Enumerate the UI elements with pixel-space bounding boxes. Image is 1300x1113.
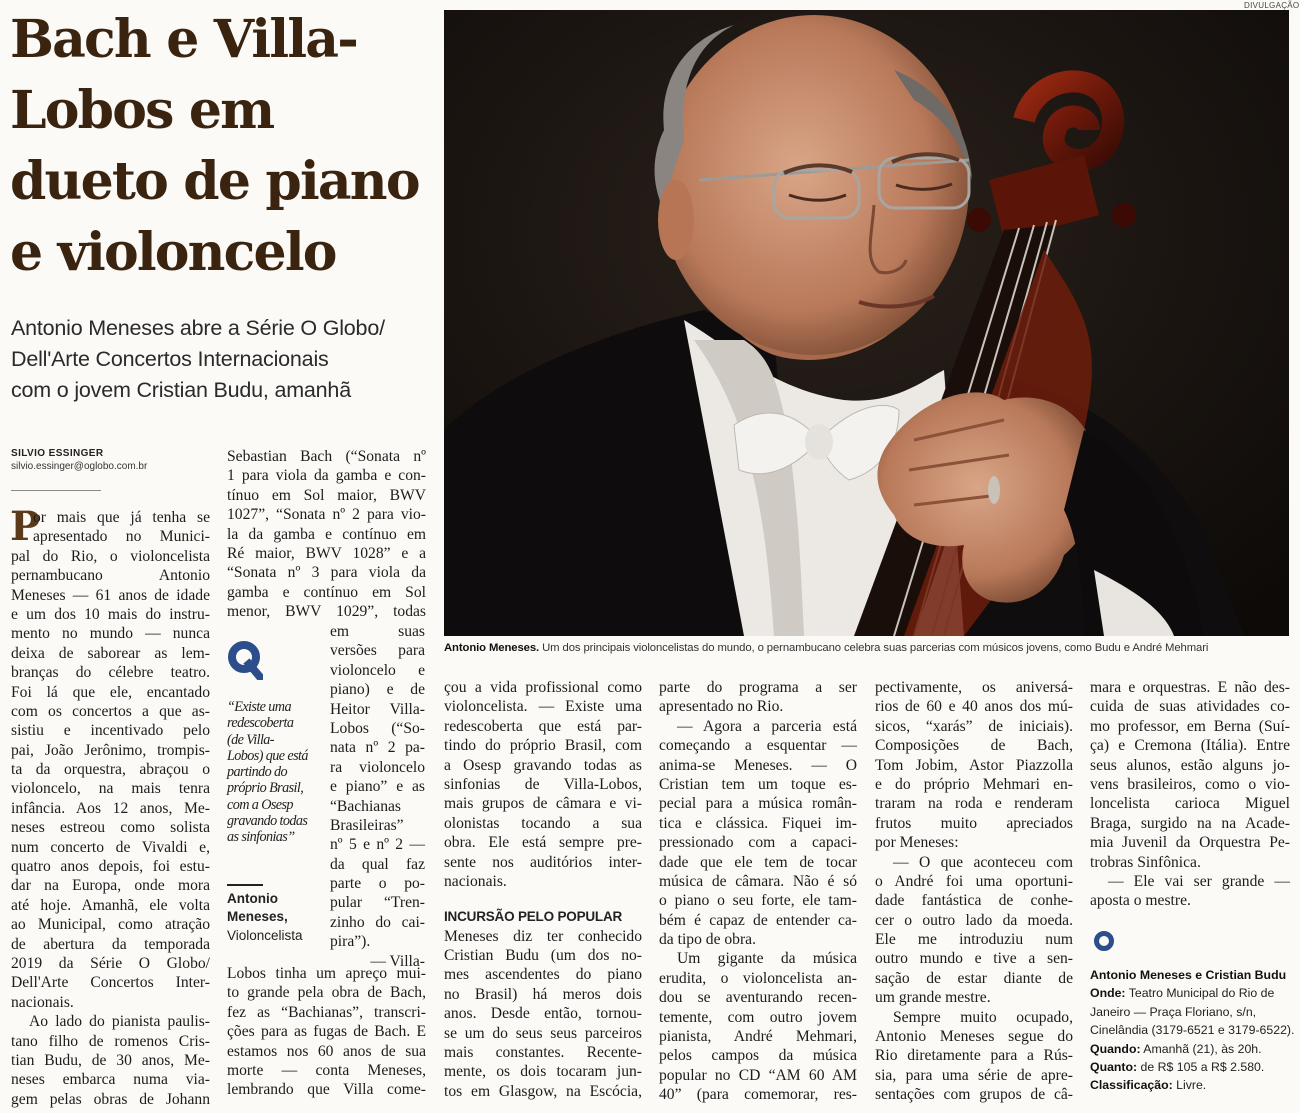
- text-line: a Osesp gravando todas as: [444, 756, 642, 774]
- text-line: Foi lá que ele, encantado: [11, 683, 210, 701]
- text-line: em suas: [330, 623, 425, 640]
- pull-quote-author-line: Meneses,: [227, 909, 288, 924]
- text-line: menor, BWV 1029”, todas: [227, 603, 426, 621]
- text-line: o piano o seu forte, ele tam-: [659, 892, 857, 910]
- text-line: ao Municipal, como atração: [11, 916, 210, 934]
- text-line: parte o po-: [330, 875, 425, 893]
- text-line: olonistas tocando a sua: [444, 814, 642, 832]
- text-line: sicos, “xarás” de iniciais).: [875, 717, 1073, 735]
- text-line: mara e orquestras. E não des-: [1090, 679, 1290, 696]
- pull-quote-line: gravando todas: [227, 813, 308, 830]
- text-line: o André foi uma oportuni-: [875, 872, 1073, 890]
- text-line: gem pelas obras de Johann: [11, 1090, 210, 1108]
- text-line: dar na Europa, onde mora: [11, 877, 210, 895]
- text-line: Lobos tinha um apreço mui-: [227, 965, 426, 982]
- text-line: outro mundo e tive a sen-: [875, 950, 1073, 968]
- photo-caption-text: Um dos principais violoncelistas do mundo, o pernambucano celebra suas parcerias com músicos jovens, como Budu e André Mehmari: [539, 642, 1209, 654]
- text-line: e piano” e as: [330, 778, 425, 796]
- text-line: pelos campos da música: [659, 1047, 857, 1065]
- text-line: gamba e contínuo em Sol: [227, 583, 426, 601]
- headline: [10, 4, 430, 288]
- text-line: Sempre muito ocupado,: [893, 1008, 1073, 1026]
- text-line: lembrando que Villa come-: [227, 1081, 426, 1099]
- text-line: de abertura da temporada: [11, 935, 210, 953]
- text-line: Heitor Villa-: [330, 700, 425, 718]
- text-line: anos. Desde então, tornou-: [444, 1005, 642, 1023]
- text-line: to grande pela obra de Bach,: [227, 984, 426, 1002]
- section-subhead: INCURSÃO PELO POPULAR: [444, 909, 623, 925]
- text-line: tínuo em Sol maior, BWV: [227, 486, 426, 504]
- text-line: estamos nos 60 anos de sua: [227, 1042, 426, 1060]
- pull-quote-line: com a Osesp: [227, 796, 293, 813]
- text-line: bém é capaz de entender ca-: [659, 911, 857, 929]
- text-line: Tom Jobim, Astor Piazzolla: [875, 756, 1073, 774]
- text-line: dade fantástica de conhe-: [875, 892, 1073, 910]
- text-line: Lobos (“So-: [330, 719, 425, 737]
- text-line: Sebastian Bach (“Sonata nº: [227, 448, 426, 465]
- text-line: anima-se Meneses. — O: [659, 756, 857, 774]
- text-line: Um gigante da música: [677, 950, 857, 968]
- text-line: nacionais.: [11, 993, 74, 1011]
- text-line: mais grupos de câmara e vi-: [444, 795, 642, 813]
- text-line: seus alunos, estão alguns jo-: [1090, 756, 1290, 774]
- text-line: tian Budu, de 30 anos, Me-: [11, 1051, 210, 1069]
- text-line: tos em Glasgow, na Escócia,: [444, 1082, 642, 1100]
- text-line: música de câmara. Não é só: [659, 872, 857, 890]
- text-line: pal do Rio, o violoncelista: [11, 547, 210, 565]
- text-line: nº 5 e nº 2 —: [330, 836, 425, 854]
- headline-line: dueto de piano: [10, 151, 419, 212]
- text-line: tindo do próprio Brasil, com: [444, 737, 642, 755]
- text-line: pianista, André Mehmari,: [659, 1028, 857, 1046]
- text-line: mo professor, em Berna (Suí-: [1090, 717, 1290, 735]
- text-line: dou se aventurando recen-: [659, 989, 857, 1007]
- text-line: cer o outro lado da moeda.: [875, 911, 1073, 929]
- text-line: Composições de Bach,: [875, 737, 1073, 755]
- text-line: versões para: [330, 642, 425, 660]
- text-line: apresentado no Munici-: [33, 528, 210, 546]
- text-line: Ao lado do pianista paulis-: [29, 1013, 210, 1031]
- text-line: Brasileiras”: [330, 816, 404, 834]
- article-column-5: [875, 678, 1073, 1105]
- text-line: — Agora a parceria está: [677, 717, 857, 735]
- byline-divider: [11, 490, 101, 491]
- text-line: até hoje. Amanhã, ele volta: [11, 896, 210, 914]
- article-column-6: [1090, 678, 1290, 911]
- text-line: começando a esquentar —: [659, 737, 857, 755]
- cellist-photo: [444, 10, 1289, 636]
- text-line: nacionais.: [444, 872, 507, 890]
- text-line: temente, com outro jovem: [659, 1008, 857, 1026]
- text-line: ta da orquestra, abraçou o: [11, 761, 210, 779]
- text-line: Meneses diz ter conhecido: [444, 927, 642, 945]
- text-line: mento no mundo — nunca: [11, 625, 210, 643]
- text-line: infância. Aos 12 anos, Me-: [11, 799, 210, 817]
- event-price: Quanto: de R$ 105 a R$ 2.580.: [1090, 1060, 1265, 1075]
- text-line: no Brasil) há meros dois: [444, 985, 642, 1003]
- subtitle-line: Dell'Arte Concertos Internacionais: [11, 347, 329, 371]
- pull-quote-line: Lobos) que está: [227, 747, 308, 764]
- article-column-2-bottom: [227, 964, 426, 1100]
- text-line: 1 para viola da gamba e con-: [227, 467, 426, 485]
- text-line: num concerto de Vivaldi e,: [11, 838, 210, 856]
- text-line: se um do seus seus parceiros: [444, 1024, 642, 1042]
- text-line: Dell'Arte Concertos Inter-: [11, 974, 210, 992]
- text-line: Ele me introduziu num: [875, 931, 1073, 949]
- text-line: sinfonias de Villa-Lobos,: [444, 775, 642, 793]
- text-line: pernambucano Antonio: [11, 567, 210, 585]
- text-line: “Sonata nº 3 para viola da: [227, 564, 426, 582]
- text-line: — O que aconteceu com: [893, 853, 1073, 871]
- pull-quote: [227, 699, 322, 846]
- text-line: sistiu e incentivado pelo: [11, 722, 210, 740]
- text-line: parte do programa a ser: [659, 679, 857, 696]
- text-line: pular “Tren-: [330, 894, 425, 912]
- text-line: sentações com grupos de câ-: [875, 1086, 1073, 1104]
- article-column-2-top: [227, 447, 426, 622]
- event-date: Quando: Amanhã (21), às 20h.: [1090, 1041, 1262, 1056]
- subtitle: [11, 313, 431, 406]
- event-info-box: [1090, 966, 1295, 1095]
- pull-quote-line: redescoberta: [227, 715, 294, 732]
- text-line: da qual faz: [330, 855, 425, 873]
- text-line: Rio diretamente para a Rús-: [875, 1047, 1073, 1065]
- byline-email[interactable]: silvio.essinger@oglobo.com.br: [11, 461, 148, 472]
- text-line: pecial para a música român-: [659, 795, 857, 813]
- text-line: piano) e de: [330, 681, 425, 699]
- pull-quote-line: “Existe uma: [227, 699, 291, 715]
- headline-line: e violoncelo: [10, 222, 336, 283]
- text-line: “Bachianas: [330, 797, 402, 815]
- drop-cap: P: [10, 503, 41, 550]
- photo-caption: [444, 642, 1289, 654]
- text-line: la da gamba e contínuo em: [227, 525, 426, 543]
- text-line: tica e clássica. Fiquei im-: [659, 814, 857, 832]
- quote-q-icon: [227, 640, 263, 680]
- pull-quote-role: Violoncelista: [227, 928, 303, 943]
- text-line: quatro anos depois, foi estu-: [11, 858, 210, 876]
- text-line: dade que ele tem de tocar: [659, 853, 857, 871]
- text-line: neses estreou como solista: [11, 819, 210, 837]
- text-line: — Villa-: [370, 952, 425, 970]
- photo-credit: DIVULGAÇÃO: [1244, 1, 1300, 10]
- text-line: apresentado no Rio.: [659, 698, 784, 716]
- text-line: ra violoncelo: [330, 758, 425, 776]
- text-line: pai, João Jerônimo, trompis-: [11, 741, 210, 759]
- text-line: e um dos 10 mais do instru-: [11, 605, 210, 623]
- text-line: popular no CD “AM 60 AM: [659, 1066, 857, 1084]
- text-line: violoncelo e: [330, 661, 425, 679]
- pull-quote-author-line: Antonio: [227, 891, 278, 906]
- text-line: pressionado com a capaci-: [659, 834, 857, 852]
- text-line: traram na roda e renderam: [875, 795, 1073, 813]
- text-line: violoncelista. — Existe uma: [444, 698, 642, 716]
- headline-line: Lobos em: [10, 80, 274, 141]
- text-line: frutos muito apreciados: [875, 814, 1073, 832]
- article-column-1: [10, 503, 210, 1109]
- subtitle-line: com o jovem Cristian Budu, amanhã: [11, 378, 351, 402]
- text-line: mente, os dois tocaram jun-: [444, 1063, 642, 1081]
- text-line: rios de 60 e 40 anos dos mú-: [875, 698, 1073, 716]
- text-line: trobras Sinfônica.: [1090, 853, 1201, 871]
- text-line: fez as “Bachianas”, transcri-: [227, 1003, 426, 1021]
- text-line: tano filho de romenos Cris-: [11, 1032, 210, 1050]
- text-line: zinho do cai-: [330, 913, 425, 931]
- text-line: erudita, o violoncelista an-: [659, 969, 857, 987]
- text-line: ções para as fugas de Bach. E: [227, 1023, 426, 1041]
- text-line: loncelista carioca Miguel: [1090, 795, 1290, 813]
- text-line: e do próprio Mehmari en-: [875, 775, 1073, 793]
- text-line: cuida de suas atividades co-: [1090, 698, 1290, 716]
- text-line: Cristian tem um toque es-: [659, 775, 857, 793]
- article-column-2-narrow: [330, 622, 425, 971]
- text-line: ça) e Cremona (Itália). Entre: [1090, 737, 1290, 755]
- text-line: 2019 da Série O Globo/: [11, 954, 210, 972]
- text-line: 1027”, “Sonata nº 2 para vio-: [227, 506, 426, 524]
- text-line: obra. Ele está sempre pre-: [444, 834, 642, 852]
- text-line: redescoberta que está par-: [444, 717, 642, 735]
- text-line: or mais que já tenha se: [33, 509, 210, 526]
- text-line: çou a vida profissional como: [444, 679, 642, 696]
- text-line: deixa de saborear as lem-: [11, 644, 210, 662]
- text-line: branças do célebre teatro.: [11, 664, 210, 682]
- pull-quote-line: as sinfonias”: [227, 829, 295, 846]
- pull-quote-line: (de Villa-: [227, 731, 274, 748]
- text-line: 40” (para comemorar, res-: [659, 1086, 857, 1104]
- text-line: nata nº 2 pa-: [330, 739, 425, 757]
- text-line: morte — conta Meneses,: [227, 1061, 426, 1079]
- text-line: Meneses — 61 anos de idade: [11, 586, 210, 604]
- text-line: sação de estar diante de: [875, 969, 1073, 987]
- text-line: sia, para uma série de apre-: [875, 1066, 1073, 1084]
- headline-line: Bach e Villa-: [10, 9, 357, 70]
- event-venue-line: Janeiro — Praça Floriano, s/n,: [1090, 1004, 1257, 1019]
- text-line: Cristian Budu (um dos no-: [444, 947, 642, 965]
- text-line: aposta o mestre.: [1090, 892, 1191, 910]
- byline-name: SILVIO ESSINGER: [11, 448, 104, 459]
- text-line: da tipo de obra.: [659, 931, 756, 949]
- text-line: Ré maior, BWV 1028” e a: [227, 544, 426, 562]
- info-o-icon: [1093, 930, 1115, 952]
- text-line: violoncelo, na mais tenra: [11, 780, 210, 798]
- text-line: por Meneses:: [875, 834, 959, 852]
- event-rating: Classificação: Livre.: [1090, 1078, 1207, 1093]
- pull-quote-line: partindo do: [227, 764, 288, 781]
- text-line: pira”).: [330, 933, 371, 951]
- text-line: Antonio Meneses segue do: [875, 1028, 1073, 1046]
- event-venue: Onde: Teatro Municipal do Rio de: [1090, 986, 1275, 1001]
- text-line: pectivamente, os aniversá-: [875, 679, 1073, 696]
- text-line: um grande mestre.: [875, 989, 991, 1007]
- photo-caption-lead: Antonio Meneses.: [444, 642, 540, 654]
- event-venue-line: Cinelândia (3179-6521 e 3179-6522).: [1090, 1023, 1295, 1038]
- text-line: vens brasileiros, como o vio-: [1090, 775, 1290, 793]
- text-line: Braga, surgido na na Acade-: [1090, 814, 1290, 832]
- pull-quote-author: [227, 890, 288, 926]
- subtitle-line: Antonio Meneses abre a Série O Globo/: [11, 316, 385, 340]
- text-line: com os concertos a que as-: [11, 702, 210, 720]
- article-column-3: [444, 678, 642, 1101]
- text-line: mes ascendentes do piano: [444, 966, 642, 984]
- text-line: mia Juvenil da Orquestra Pe-: [1090, 834, 1290, 852]
- event-title: Antonio Meneses e Cristian Budu: [1090, 968, 1287, 982]
- pull-quote-divider: [227, 884, 263, 886]
- article-column-4: [659, 678, 857, 1105]
- text-line: — Ele vai ser grande —: [1108, 872, 1290, 890]
- pull-quote-line: próprio Brasil,: [227, 780, 304, 797]
- text-line: neses embarca numa via-: [11, 1071, 210, 1089]
- text-line: sente nos auditórios inter-: [444, 853, 642, 871]
- text-line: mais constantes. Recente-: [444, 1044, 642, 1062]
